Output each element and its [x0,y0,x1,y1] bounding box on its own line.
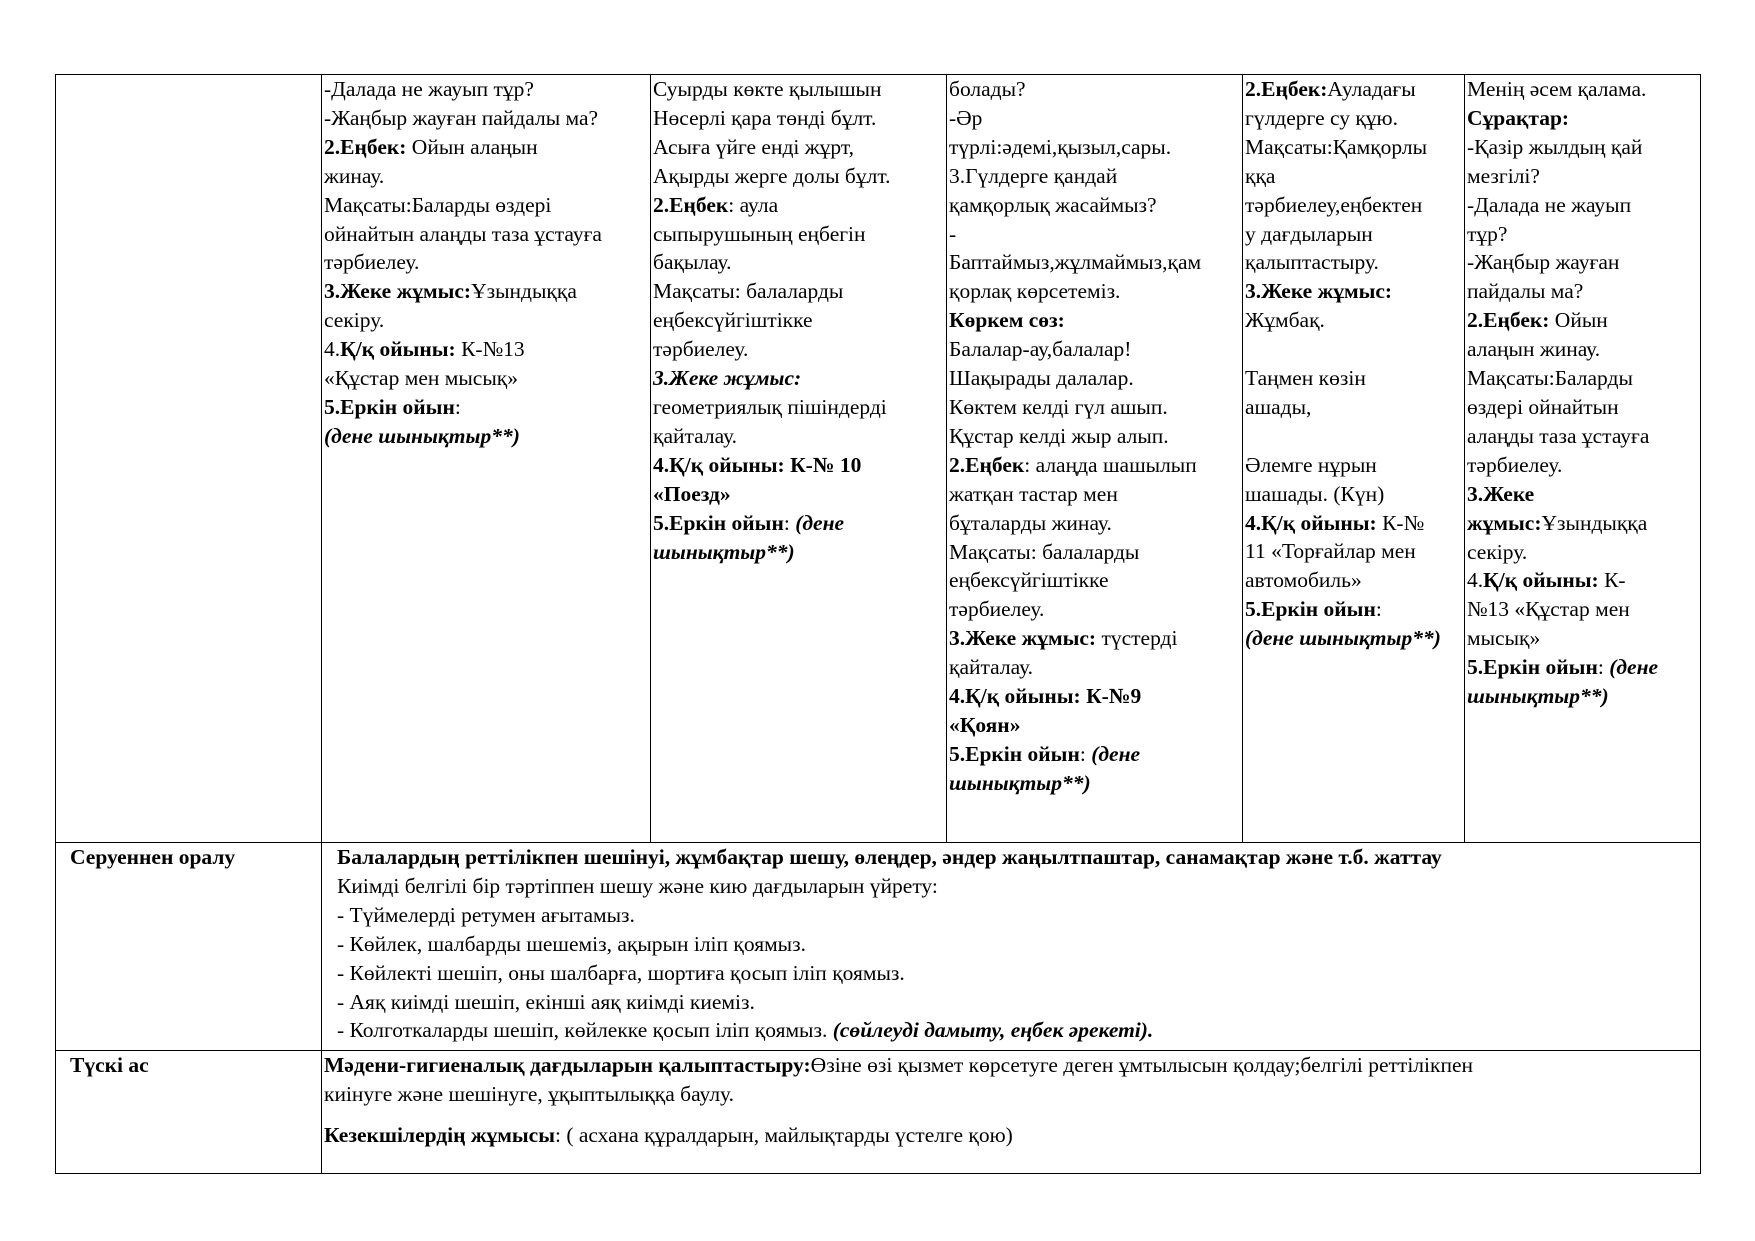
text-line [1245,451,1462,480]
text-line [653,191,944,220]
text-line [949,191,1240,220]
day-cell-1 [322,75,651,843]
text-segment: қайталау. [949,655,1034,680]
text-segment: жинау. [324,163,385,188]
text-line [1245,624,1462,653]
text-line [1467,364,1698,393]
text-line [949,306,1240,335]
text-line [1245,191,1462,220]
text-segment: мезгілі? [1467,163,1540,188]
text-line [653,422,944,451]
text-line [1467,306,1698,335]
text-segment: бақылау. [653,250,732,275]
text-line [324,1051,1698,1080]
text-segment: : [454,394,461,419]
text-line [949,364,1240,393]
table-row-lunch [56,1051,1701,1174]
schedule-page [55,74,1700,1174]
text-line [337,988,1698,1017]
text-segment: Баптаймыз,жұлмаймыз,қам [949,250,1202,275]
day-cell-5 [1465,75,1701,843]
text-segment: тәрбиелеу. [653,337,749,362]
text-line [949,220,1240,249]
text-line [949,711,1240,740]
text-segment: Құстар келді жыр алып. [949,423,1169,448]
text-segment: Көркем сөз: [949,308,1065,333]
text-line [1245,133,1462,162]
text-line [653,306,944,335]
text-segment: 4.Қ/қ ойыны: [1245,510,1377,535]
text-line [1467,191,1698,220]
text-line [653,220,944,249]
row-label [56,843,322,1051]
text-line [653,335,944,364]
text-segment: тәрбиелеу,еңбектен [1245,192,1423,217]
text-segment: Өзіне өзі қызмет көрсетуге деген ұмтылысын қолдау;белгілі реттілікпен [810,1053,1473,1077]
text-segment: 5.Еркін ойын [949,741,1080,766]
text-segment: тұр? [1467,221,1508,246]
text-segment: ойнайтын алаңды таза ұстауға [324,221,602,246]
row-label [56,1051,322,1174]
text-line [324,220,648,249]
text-segment: -Жаңбыр жауған пайдалы ма? [324,105,599,130]
text-line [1245,306,1462,335]
text-line [324,306,648,335]
text-segment: : аула [728,192,779,217]
text-segment: еңбексүйгіштікке [949,568,1109,593]
text-line [653,509,944,538]
text-segment: секіру. [324,308,385,333]
text-segment: «Құстар мен мысық» [324,366,518,391]
text-segment: Ойын алаңын [406,134,538,159]
text-segment: Кезекшілердің жұмысы [324,1122,555,1147]
text-line [949,653,1240,682]
text-line [949,595,1240,624]
text-segment: киінуге және шешінуге, ұқыптылыққа баулу. [324,1081,735,1106]
text-segment: - Колготкаларды шешіп, көйлекке қосып іліп қоямыз. [337,1018,833,1043]
text-segment: Әлемге нұрын [1245,452,1377,477]
text-segment: К-№13 [455,337,525,362]
row-label-empty [56,75,322,843]
text-segment: К- [1598,568,1626,593]
text-line [949,248,1240,277]
text-line [324,133,648,162]
text-segment: Балалардың реттілікпен шешінуі, жұмбақтар шешу, өлеңдер, әндер жаңылтпаштар, санамақтар және т.б. жаттау [337,845,1442,869]
text-line [1467,451,1698,480]
text-segment: қамқорлық жасаймыз? [949,192,1157,217]
text-line [324,1080,1698,1109]
text-segment: : [1597,655,1610,680]
text-line [1245,364,1462,393]
text-line [949,393,1240,422]
text-line [1467,248,1698,277]
text-line [949,162,1240,191]
text-segment: 3.Жеке [1467,481,1535,506]
text-line [337,843,1698,872]
text-segment: 5.Еркін ойын [1245,597,1376,622]
text-segment: Суырды көкте қылышын [653,77,882,101]
text-segment: К-№ [1376,510,1425,535]
text-segment: Асыға үйге енді жұрт, [653,134,854,159]
text-segment: «Қоян» [949,712,1021,737]
text-segment: -Далада не жауып тұр? [324,77,534,101]
text-segment: - Көйлек, шалбарды шешеміз, ақырын іліп қоямыз. [337,931,807,956]
text-line [1245,75,1462,104]
text-line [949,335,1240,364]
text-segment: Ауладағы [1327,77,1416,101]
day-cell-4 [1243,75,1465,843]
text-line [1467,653,1698,682]
text-line [337,930,1698,959]
text-segment: Қ/қ ойыны: [340,337,456,362]
text-segment: -Қазір жылдың қай [1467,134,1643,159]
text-segment: еңбексүйгіштікке [653,308,813,333]
text-segment: 5.Еркін ойын [324,394,455,419]
text-segment: Ойын [1549,308,1608,333]
text-line [1467,595,1698,624]
text-line [337,901,1698,930]
text-line [337,872,1698,901]
text-segment: : [783,510,796,535]
text-segment: - [949,221,957,246]
text-segment: алаңды таза ұстауға [1467,423,1650,448]
text-line [1467,162,1698,191]
table-row-walk [56,75,1701,843]
text-line [324,162,648,191]
text-line [949,538,1240,567]
text-line [653,480,944,509]
text-line [653,451,944,480]
text-segment: түстерді [1096,626,1178,651]
text-segment: №13 «Құстар мен [1467,597,1630,622]
text-segment: «Поезд» [653,481,731,506]
text-line [1467,393,1698,422]
text-line [324,75,648,104]
text-segment: 5.Еркін ойын [1467,655,1598,680]
text-line [1245,480,1462,509]
day-cell-2 [651,75,947,843]
text-segment: автомобиль» [1245,568,1362,593]
text-segment: Мақсаты:Қамқорлы [1245,134,1428,159]
text-segment: -Жаңбыр жауған [1467,250,1620,275]
text-line [1245,162,1462,191]
text-segment: 3.Гүлдерге қандай [949,163,1118,188]
text-segment: гүлдерге су құю. [1245,105,1398,130]
text-line [324,364,648,393]
text-line [324,277,648,306]
text-line [1467,624,1698,653]
text-segment: Мақсаты: балаларды [949,539,1140,564]
lunch-content-cell [322,1051,1701,1174]
text-line [1467,566,1698,595]
text-segment: қорлақ көрсетеміз. [949,279,1121,304]
text-segment: тәрбиелеу. [324,250,420,275]
text-segment: сыпырушының еңбегін [653,221,866,246]
text-line [949,75,1240,104]
text-line [1245,537,1462,566]
text-segment: 2.Еңбек: [1467,308,1550,333]
text-segment: Ақырды жерге долы бұлт. [653,163,891,188]
text-segment: Ұзындыққа [1541,510,1648,535]
text-line [653,393,944,422]
text-segment: шынықтыр**) [949,770,1091,795]
text-segment: 4. [324,337,341,362]
schedule-table [55,74,1701,1174]
text-segment: пайдалы ма? [1467,279,1584,304]
text-segment: секіру. [1467,539,1528,564]
text-line [1245,220,1462,249]
text-segment: Мақсаты:Баларды өздері [324,192,552,217]
text-line [324,104,648,133]
text-segment: Мақсаты:Баларды [1467,366,1633,391]
text-segment: Менің әсем қалама. [1467,77,1647,101]
text-line [653,104,944,133]
text-segment: қайталау. [653,423,738,448]
text-segment: Таңмен көзін [1245,366,1366,391]
text-segment: өздері ойнайтын [1467,394,1619,419]
text-segment: Шақырады далалар. [949,366,1134,391]
text-segment: : [1375,597,1382,622]
text-segment: 2.Еңбек [653,192,729,217]
text-segment: Мақсаты: балаларды [653,279,844,304]
text-line [1467,104,1698,133]
text-segment: (сөйлеуді дамыту, еңбек әрекеті). [832,1018,1154,1043]
text-line [1245,566,1462,595]
text-segment: - Көйлекті шешіп, оны шалбарға, шортиға қосып іліп қоямыз. [337,960,905,985]
table-row-return [56,843,1701,1051]
text-line [949,740,1240,769]
text-line [1467,335,1698,364]
text-segment: - Түймелерді ретумен ағытамыз. [337,902,635,927]
text-segment: ққа [1245,163,1276,188]
text-segment: Балалар-ау,балалар! [949,337,1132,362]
text-segment: (дене шынықтыр**) [1245,626,1441,651]
text-line [653,248,944,277]
text-segment: шынықтыр**) [1467,684,1609,709]
day-cell-3 [947,75,1243,843]
text-line [324,393,648,422]
text-segment: : алаңда шашылып [1024,452,1197,477]
text-line [653,75,944,104]
text-segment: 2.Еңбек: [324,134,407,159]
text-segment: түрлі:әдемі,қызыл,сары. [949,134,1172,159]
row-label-text: Серуеннен оралу [70,845,236,869]
text-line [324,1121,1698,1150]
text-segment: - Аяқ киімді шешіп, екінші аяқ киімді киеміз. [337,989,755,1014]
text-line [337,959,1698,988]
text-segment: тәрбиелеу. [949,597,1045,622]
text-segment: -Далада не жауып [1467,192,1632,217]
text-line [949,422,1240,451]
text-segment: алаңын жинау. [1467,337,1601,362]
text-segment: (дене [1091,741,1141,766]
text-line [1245,393,1462,422]
text-line [1245,595,1462,624]
text-line [653,538,944,567]
text-segment: қалыптастыру. [1245,250,1379,275]
text-segment: геометриялық пішіндерді [653,394,887,419]
text-segment: Нөсерлі қара төнді бұлт. [653,105,877,130]
text-segment: Көктем келді гүл ашып. [949,394,1168,419]
text-segment: бұталарды жинау. [949,510,1112,535]
text-line [1467,277,1698,306]
text-segment: шынықтыр**) [653,539,795,564]
text-line [949,277,1240,306]
text-line [1245,509,1462,538]
text-segment: жұмыс: [1467,510,1542,535]
text-segment: 5.Еркін ойын [653,510,784,535]
text-segment: ашады, [1245,394,1312,419]
text-segment: Сұрақтар: [1467,105,1570,130]
text-line [653,162,944,191]
text-segment: -Әр [949,105,983,130]
text-line [949,133,1240,162]
text-line [653,133,944,162]
text-segment: Ұзындыққа [471,279,577,304]
text-segment: (дене [1609,655,1659,680]
text-segment: (дене [795,510,845,535]
text-line [324,191,648,220]
text-segment: 11 «Торғайлар мен [1245,539,1416,564]
text-line [949,769,1240,798]
text-segment: Жұмбақ. [1245,308,1325,333]
return-content-cell [322,843,1701,1051]
text-line [1467,422,1698,451]
text-segment: мысық» [1467,626,1541,651]
text-segment: Киімді белгілі бір тәртіппен шешу және кию дағдыларын үйрету: [337,873,938,898]
text-line [1467,538,1698,567]
text-line [1467,133,1698,162]
text-segment: 3.Жеке жұмыс: [949,626,1097,651]
text-line [949,624,1240,653]
text-line [1245,248,1462,277]
text-segment: : [1079,741,1092,766]
text-segment: Қ/қ ойыны: [1483,568,1599,593]
text-segment: у дағдыларын [1245,221,1373,246]
text-line [1245,104,1462,133]
text-line [949,566,1240,595]
text-segment: 4. [1467,568,1484,593]
text-segment: 3.Жеке жұмыс: [324,279,472,304]
text-segment: 4.Қ/қ ойыны: К-№9 [949,684,1142,709]
text-line [1245,277,1462,306]
text-segment: 3.Жеке жұмыс: [653,366,802,391]
text-line [653,277,944,306]
text-segment: 4.Қ/қ ойыны: К-№ 10 [653,452,862,477]
text-segment: Мәдени-гигиеналық дағдыларын қалыптастыру: [324,1053,811,1077]
text-line [1467,682,1698,711]
text-line [949,104,1240,133]
text-segment: (дене шынықтыр**) [324,423,520,448]
text-segment: жатқан тастар мен [949,481,1118,506]
text-line [1467,220,1698,249]
text-segment: 2.Еңбек [949,452,1025,477]
text-line [324,248,648,277]
text-line [324,335,648,364]
text-line [324,422,648,451]
text-segment: болады? [949,77,1026,101]
text-segment: 3.Жеке жұмыс: [1245,279,1393,304]
text-segment: тәрбиелеу. [1467,452,1563,477]
text-line [949,509,1240,538]
text-line [1467,480,1698,509]
text-line [1467,509,1698,538]
text-line [949,682,1240,711]
text-line [1245,422,1462,451]
text-line [1467,75,1698,104]
row-label-text: Түскі ас [70,1053,149,1077]
text-segment: : ( асхана құралдарын, майлықтарды үстелге қою) [555,1122,1013,1147]
text-line [337,1016,1698,1045]
text-line [949,451,1240,480]
text-line [653,364,944,393]
text-segment: 2.Еңбек: [1245,77,1328,101]
text-line [1245,335,1462,364]
text-line [949,480,1240,509]
text-segment: шашады. (Күн) [1245,481,1385,506]
